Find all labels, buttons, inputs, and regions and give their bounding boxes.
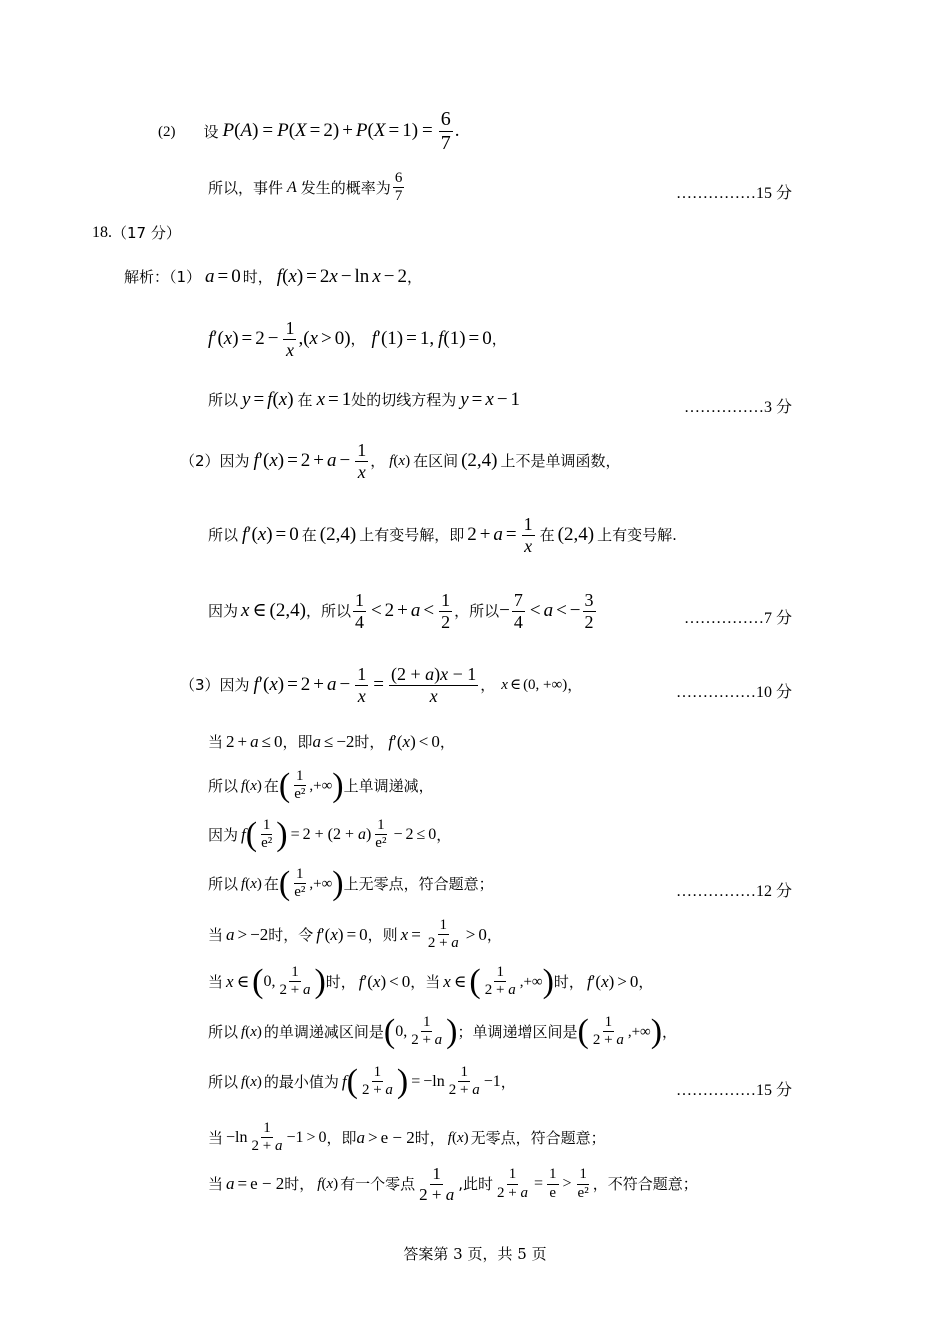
score-15-a: ……………15 分: [675, 185, 792, 202]
solution-line-11: 当 2 + a ≤ 0 ，即 a ≤ −2 时， f ′( x ) < 0 ，: [208, 732, 455, 752]
solution-line-8: 所以 f ′( x ) = 0 在 (2,4) 上有变号解，即 2 + a = $\frac{1}{x}$ 在 (2,4) 上有变号解.: [208, 514, 677, 556]
solution-line-6: 所以 y = f ( x ) 在 x = 1 处的切线方程为 y = x − 1: [208, 389, 521, 410]
score-12: ……………12 分: [675, 883, 792, 900]
solution-line-13: 因为 f ( $\frac{1}{\text{e²}}$ ) = 2 + (2 + a) $\frac{1}{\text{e²}}$ − 2 ≤ 0 ，: [208, 815, 452, 853]
score-7: ……………7 分: [683, 610, 792, 627]
solution-line-18: 所以 f ( x ) 的最小值为 f ( $\frac{1}{2 + a}$ ) = −ln $\frac{1}{2 + a}$ −1 ，: [208, 1062, 516, 1100]
score-10: ……………10 分: [675, 684, 792, 701]
solution-line-15: 当 a > −2 时，令 f ′( x ) = 0 ，则 x = $\frac{1}{2 + a}$ > 0 ，: [208, 917, 502, 952]
solution-line-19: 当 −ln $\frac{1}{2 + a}$ −1 > 0 ，即 a > e − 2 时， f ( x ) 无零点，符合题意；: [208, 1120, 606, 1155]
solution-line-9: 因为 x ∈ (2,4) ，所以 $\frac{1}{4}$ < 2 + a < $\frac{1}{2}$ ，所以 − $\frac{7}{4}$ < a < − $\frac{3}{2}$: [208, 590, 594, 632]
solution-line-12: 所以 f ( x ) 在 ( $\frac{1}{\text{e²}}$ ,+∞ ) 上单调递减，: [208, 766, 434, 804]
solution-line-7: （2）因为 f ′( x ) = 2 + a − $\frac{1}{x}$ ， f ( x ) 在区间 (2,4) 上不是单调函数，: [180, 440, 621, 482]
solution-line-4: 解析：（1） a = 0 时， f ( x ) = 2 x − ln x − 2 ，: [124, 266, 422, 287]
solution-line-2: 所以，事件 A 发生的概率为 $\frac{6}{7}$: [208, 170, 403, 205]
score-3: ……………3 分: [683, 399, 792, 416]
solution-line-5: f ′ ( x ) = 2 − $\frac{1}{x}$ , ( x > 0 ) ， f ′(1) = 1, f (1) = 0 ，: [208, 318, 507, 360]
question-18-header: 18. （17 分）: [92, 223, 181, 242]
solution-line-14: 所以 f ( x ) 在 ( $\frac{1}{\text{e²}}$ ,+∞ ) 上无零点，符合题意；: [208, 864, 494, 902]
solution-line-10: （3）因为 f ′( x ) = 2 + a − $\frac{1}{x}$ = $\frac{(2 + a)x - 1}{x}$ ， x ∈ (0, +∞) ，: [180, 664, 583, 706]
page-footer: 答案第 3 页，共 5 页: [403, 1245, 547, 1263]
solution-line-16: 当 x ∈ ( 0, $\frac{1}{2 + a}$ ) 时， f ′( x ) < 0 ，当 x ∈ ( $\frac{1}{2 + a}$ ,+∞ ) 时， f ′( x ) > 0 ，: [208, 962, 654, 1000]
solution-line-17: 所以 f ( x ) 的单调递减区间是 ( 0, $\frac{1}{2 + a}$ ) ；单调递增区间是 ( $\frac{1}{2 + a}$ ,+∞ ) ，: [208, 1012, 678, 1050]
solution-line-20: 当 a = e − 2 时， f ( x ) 有一个零点 $\frac{1}{2 + a}$ ,此时 $\frac{1}{2 + a}$ = $\frac{1}{e}$ > $\frac{1}{\text{e²}}$ ，不符合题意；: [208, 1164, 698, 1204]
score-15-b: ……………15 分: [675, 1082, 792, 1099]
solution-line-1: (2) 设 P ( A ) = P ( X = 2 ) + P ( X = 1 ) = $\frac{6}{7}$ .: [158, 108, 460, 154]
